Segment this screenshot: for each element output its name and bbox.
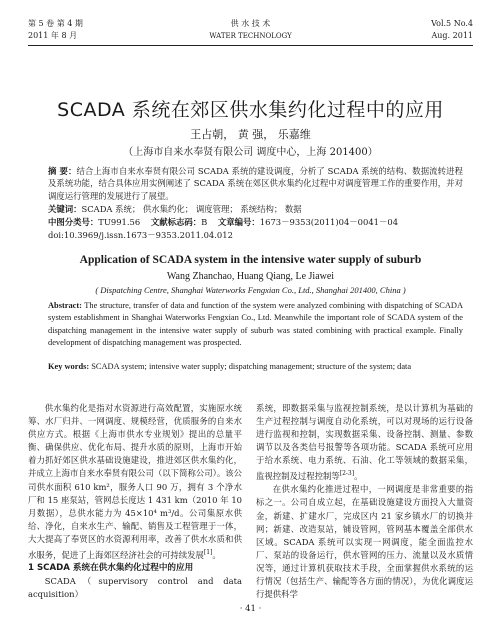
doi-line: doi:10.3969/j.issn.1673－9353.2011.04.012 (48, 230, 233, 240)
english-affiliation: ( Dispatching Centre, Shanghai Waterworks Fengxian Co., Ltd., Shanghai 201400, China ) (95, 285, 406, 295)
journal-name-en: WATER TECHNOLOGY (209, 32, 292, 40)
volume-issue: 第 5 卷 第 4 期 (28, 19, 83, 28)
chinese-abstract (48, 165, 463, 202)
keywords-text: SCADA 系统； 供水集约化； 调度管理； 系统结构； 数据 (81, 204, 302, 214)
issue-date-en: Aug. 2011 (431, 31, 473, 40)
english-keywords-text: SCADA system; intensive water supply; dispatching management; structure of the system; data (91, 362, 412, 371)
english-authors: Wang Zhanchao, Huang Qiang, Le Jiawei (166, 271, 335, 282)
body-column-right (256, 402, 473, 601)
classification-line (48, 216, 463, 228)
clc-label: 中图分类号： (48, 217, 99, 227)
doc-code-value: B (201, 217, 208, 227)
english-title: Application of SCADA system in the intensive water supply of suburb (79, 254, 422, 266)
section-first-line: SCADA（supervisory control and data acquisition） (28, 576, 242, 600)
english-abstract-label: Abstract: (48, 301, 82, 310)
issue-date-cn: 2011 年 8 月 (28, 31, 78, 40)
citation-ref: [1] (203, 549, 213, 557)
header-rule (28, 45, 473, 46)
clc-value: TU991.56 (98, 217, 141, 227)
volume-issue-en: Vol.5 No.4 (431, 19, 473, 28)
body-paragraph (256, 402, 473, 483)
paragraph-text: 系统，即数据采集与监视控制系统，是以计算机为基础的生产过程控制与调度自动化系统，可以对现场的运行设备进行监视和控制，实现数据采集、设备控制、测量、参数调节以及各类信号报警等各项功能。SCADA 系统可应用于给水系统、电力系统、石油、化工等领域的数据采集，监视控制及过程控制等 (256, 403, 473, 482)
section-heading: 1 SCADA 系统在供水集约化过程中的应用 (28, 562, 194, 573)
doc-code-label: 文献标志码： (150, 217, 202, 227)
header-center (28, 18, 473, 42)
english-abstract (48, 300, 463, 349)
paragraph-end: 。 (354, 471, 363, 482)
body-paragraph: 在供水集约化推进过程中，一网调度是非常重要的指标之一。公司自成立起，在基础设施建设方面投入大量资金，新建、扩建水厂，完成区内 21 家乡镇水厂的切换并网；新建、改造泵站，铺设管网，管网基本覆盖全部供水区域。SCADA 系统可以实现一网调度，能全面监控水厂、泵站的设备运行，供水管网的压力、流量以及水质情况等，通过计算机获取技术手段，全面掌握供水系统的运行情况（包括生产、输配等各方面的情况），为优化调度运行提供科学 (256, 484, 473, 600)
keywords-line (48, 203, 463, 215)
english-abstract-text: The structure, transfer of data and function of the system were analyzed combining with dispatching of SCADA system establishment in Shanghai Waterworks Fengxian Co., Ltd. Meanwhile the important role of SCADA system of the dispatching management in the intensive water supply of suburb was stated combining with practical example. Finally development of dispatching management was prospected. (48, 301, 464, 347)
body-column-left (28, 402, 242, 601)
journal-name-cn: 供 水 技 术 (230, 19, 271, 28)
abstract-text: 结合上海市自来水奉贤有限公司 SCADA 系统的建设调度，分析了 SCADA 系统的结构、数据流转进程及系统功能，结合具体应用实例阐述了 SCADA 系统在郊区供水集约化过程中对调度管理工作的重要作用，并对调度运行管理的发展进行了展望。 (48, 166, 463, 201)
running-header (28, 18, 473, 44)
page-number: · 41 · (239, 604, 262, 614)
paragraph-text: 供水集约化是指对水资源进行高效配置，实施原水统筹、水厂归并、一网调度、规模经营，优质服务的自来水供应方式。根据《上海市供水专业规划》提出的总量平衡、确保供应、优化布局、提升水质的原则，上海市开始着力抓好郊区供水基础设施建设，推进郊区供水集约化，并成立上海市自来水奉贤有限公司（以下简称公司）。该公司供水面积 610 km²，服务人口 90 万，拥有 3 个净水厂和 15 座泵站，管网总长度达 1 431 km（2010 年 10 月数据），总供水能力为 45×10⁴ m³/d。公司集原水供给、净化，自来水生产、输配、销售及工程管理于一体，大大提高了奉贤区的水资源利用率，改善了供水水质和供水服务，促进了上海郊区经济社会的可持续发展 (28, 403, 242, 560)
header-right (431, 18, 473, 42)
paper-title: SCADA 系统在郊区供水集约化过程中的应用 (57, 99, 444, 121)
author-list: 王占朝， 黄 强， 乐嘉维 (190, 128, 311, 141)
citation-ref: [2-3] (339, 470, 355, 478)
article-no-label: 文章编号： (217, 217, 260, 227)
english-keywords (48, 361, 463, 373)
paragraph-end: 。 (212, 549, 221, 560)
affiliation: （上海市自来水奉贤有限公司 调度中心，上海 201400） (123, 147, 378, 158)
english-keywords-label: Key words: (48, 362, 90, 371)
body-paragraph (28, 402, 242, 562)
keywords-label: 关键词： (48, 204, 82, 214)
abstract-label: 摘 要： (48, 166, 77, 176)
article-no-value: 1673－9353(2011)04－0041－04 (259, 217, 399, 227)
